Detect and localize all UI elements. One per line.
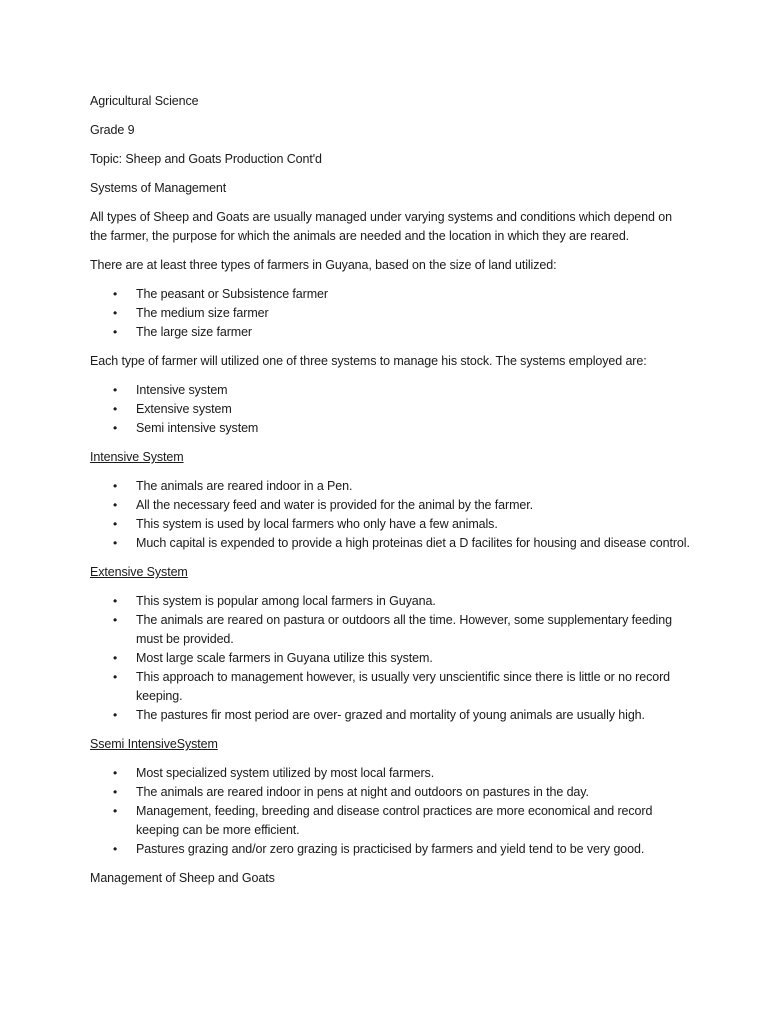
bullet-icon: • [113, 651, 118, 665]
bullet-icon: • [113, 479, 118, 493]
bullet-icon: • [113, 287, 118, 301]
list-item: • Pastures grazing and/or zero grazing is practicised by farmers and yield tend to be very good. [90, 840, 690, 859]
list-item: • Semi intensive system [90, 419, 690, 438]
list-item: • Management, feeding, breeding and disease control practices are more economical and record keeping can be more efficient. [113, 804, 653, 837]
bullet-icon: • [113, 594, 118, 608]
list-item: • The animals are reared indoor in pens at night and outdoors on pastures in the day. [90, 783, 690, 802]
bullet-icon: • [113, 498, 118, 512]
list-item: • Intensive system [90, 381, 690, 400]
bullet-icon: • [113, 766, 118, 780]
bullet-icon: • [113, 842, 118, 856]
semi-intensive-system-list [90, 764, 690, 859]
list-item: • The animals are reared indoor in a Pen. [90, 477, 690, 496]
bullet-icon: • [113, 613, 118, 627]
topic-line: Topic: Sheep and Goats Production Cont'd [90, 152, 322, 166]
bullet-icon: • [113, 804, 118, 818]
systems-list [90, 381, 690, 438]
list-item: • The pastures fir most period are over- grazed and mortality of young animals are usually high. [90, 706, 690, 725]
management-heading: Management of Sheep and Goats [90, 871, 275, 885]
bullet-icon: • [113, 536, 118, 550]
list-item: • All the necessary feed and water is provided for the animal by the farmer. [90, 496, 690, 515]
list-item: • This system is used by local farmers who only have a few animals. [90, 515, 690, 534]
bullet-icon: • [113, 517, 118, 531]
semi-intensive-system-heading: Ssemi IntensiveSystem [90, 737, 218, 751]
list-item: • Much capital is expended to provide a high proteinas diet a D facilites for housing and disease control. [90, 534, 690, 553]
bullet-icon: • [113, 383, 118, 397]
document-page [90, 92, 690, 898]
bullet-icon: • [113, 421, 118, 435]
bullet-icon: • [113, 402, 118, 416]
bullet-icon: • [113, 670, 118, 684]
extensive-system-list [90, 592, 690, 725]
list-item: • The animals are reared on pastura or outdoors all the time. However, some supplementary feeding must be provided. [113, 613, 672, 646]
bullet-icon: • [113, 708, 118, 722]
list-item: • The large size farmer [90, 323, 690, 342]
intensive-system-heading: Intensive System [90, 450, 184, 464]
intro-paragraph: All types of Sheep and Goats are usually managed under varying systems and conditions which depend on the farmer, the purpose for which the animals are needed and the location in which they are reared. [90, 210, 672, 243]
intensive-system-list [90, 477, 690, 553]
farmer-types-list [90, 285, 690, 342]
grade-line: Grade 9 [90, 123, 135, 137]
extensive-system-heading: Extensive System [90, 565, 188, 579]
systems-lead: Each type of farmer will utilized one of three systems to manage his stock. The systems employed are: [90, 354, 647, 368]
bullet-icon: • [113, 325, 118, 339]
list-item: • This approach to management however, is usually very unscientific since there is little or no record keeping. [113, 670, 671, 703]
list-item: • Extensive system [90, 400, 690, 419]
section-title: Systems of Management [90, 181, 227, 195]
farmers-lead: There are at least three types of farmers in Guyana, based on the size of land utilized: [90, 258, 557, 272]
bullet-icon: • [113, 785, 118, 799]
list-item: • Most large scale farmers in Guyana utilize this system. [90, 649, 690, 668]
bullet-icon: • [113, 306, 118, 320]
list-item: • The peasant or Subsistence farmer [90, 285, 690, 304]
list-item: • Most specialized system utilized by most local farmers. [90, 764, 690, 783]
list-item: • The medium size farmer [90, 304, 690, 323]
subject-line: Agricultural Science [90, 94, 199, 108]
list-item: • This system is popular among local farmers in Guyana. [90, 592, 690, 611]
